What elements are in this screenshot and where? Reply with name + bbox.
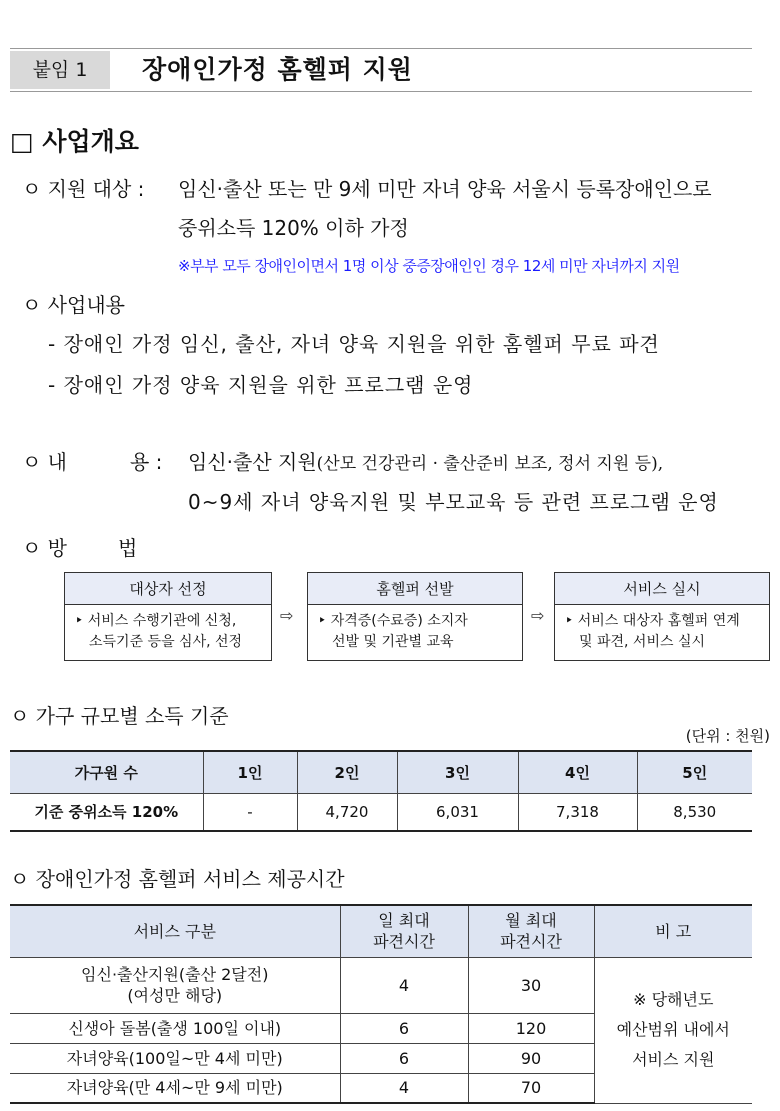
target-line-2: 중위소득 120% 이하 가정 [178, 216, 409, 240]
table-header-cell: 서비스 구분 [10, 905, 340, 957]
flow-step-body-line: ‣ 자격증(수료증) 소지자 [318, 613, 468, 629]
table-header-cell: 5인 [637, 751, 752, 793]
table-cell: 7,318 [518, 793, 637, 831]
method-label: ㅇ 방 [22, 536, 67, 560]
header-line: 파견시간 [373, 932, 435, 952]
table-header-cell: 1인 [203, 751, 297, 793]
table-header-cell [340, 905, 468, 957]
table-cell: 8,530 [637, 793, 752, 831]
table-header-cell: 3인 [397, 751, 518, 793]
table-cell: 70 [468, 1073, 594, 1103]
flow-step-title: 대상자 선정 [65, 573, 271, 605]
table-cell: 자녀양육(100일~만 4세 미만) [10, 1043, 340, 1073]
remark-line: 예산범위 내에서 [616, 1020, 730, 1039]
table-header-cell: 가구원 수 [10, 751, 203, 793]
table-header-row [10, 751, 752, 793]
flow-step-body [555, 605, 769, 653]
table-header-row [10, 905, 752, 957]
table-cell: 4 [340, 1073, 468, 1103]
table-header-cell: 4인 [518, 751, 637, 793]
content-label: ㅇ 사업내용 [22, 293, 125, 317]
income-heading: ㅇ 가구 규모별 소득 기준 [10, 704, 229, 728]
detail-paren: (산모 건강관리 · 출산준비 보조, 정서 지원 등), [316, 454, 664, 474]
table-row [10, 957, 752, 1013]
flow-step-title: 홈헬퍼 선발 [308, 573, 522, 605]
service-heading: ㅇ 장애인가정 홈헬퍼 서비스 제공시간 [10, 867, 345, 891]
table-cell: 6,031 [397, 793, 518, 831]
flow-step-body [308, 605, 522, 653]
detail-label-2: 용 : [130, 450, 163, 474]
header-line: 파견시간 [500, 932, 562, 952]
income-table [10, 750, 752, 832]
service-table [10, 904, 752, 1104]
content-item-2: - 장애인 가정 양육 지원을 위한 프로그램 운영 [48, 373, 474, 397]
target-note: ※부부 모두 장애인이면서 1명 이상 중증장애인인 경우 12세 미만 자녀까지 지원 [178, 257, 680, 275]
detail-line-2: 0~9세 자녀 양육지원 및 부모교육 등 관련 프로그램 운영 [188, 490, 719, 514]
table-cell: 120 [468, 1013, 594, 1043]
table-cell: 4 [340, 957, 468, 1013]
flow-step-body-line: 소득기준 등을 심사, 선정 [89, 634, 243, 650]
overview-heading: □ 사업개요 [10, 127, 139, 156]
cell-line: (여성만 해당) [127, 986, 223, 1005]
document-header [10, 48, 752, 92]
target-label: ㅇ 지원 대상 : [22, 177, 145, 201]
cell-line: 임신·출산지원(출산 2달전) [81, 965, 269, 984]
table-cell: 자녀양육(만 4세~만 9세 미만) [10, 1073, 340, 1103]
table-row [10, 793, 752, 831]
table-cell: 신생아 돌봄(출생 100일 이내) [10, 1013, 340, 1043]
method-label-2: 법 [118, 536, 138, 560]
table-header-cell: 비 고 [594, 905, 752, 957]
table-cell: 6 [340, 1013, 468, 1043]
flow-step-recruit [307, 572, 523, 661]
flow-arrow-icon: ⇨ [280, 606, 294, 625]
detail-label: ㅇ 내 [22, 450, 67, 474]
flow-step-body-line: ‣ 서비스 수행기관에 신청, [75, 613, 237, 629]
flow-step-body-line: ‣ 서비스 대상자 홈헬퍼 연계 [565, 613, 740, 629]
attachment-tag: 붙임 1 [10, 51, 110, 89]
table-cell: 4,720 [297, 793, 397, 831]
remark-line: ※ 당해년도 [633, 990, 714, 1009]
remark-cell [594, 957, 752, 1103]
page-title: 장애인가정 홈헬퍼 지원 [142, 55, 413, 84]
detail-line-1 [188, 446, 663, 475]
flow-step-body [65, 605, 271, 653]
table-cell: 6 [340, 1043, 468, 1073]
header-line: 일 최대 [378, 911, 430, 931]
flow-step-title: 서비스 실시 [555, 573, 769, 605]
table-header-cell [468, 905, 594, 957]
header-bottom-rule [10, 91, 752, 92]
income-unit: (단위 : 천원) [685, 727, 770, 745]
table-cell: 30 [468, 957, 594, 1013]
header-line: 월 최대 [505, 911, 557, 931]
table-header-cell: 2인 [297, 751, 397, 793]
target-line-1: 임신·출산 또는 만 9세 미만 자녀 양육 서울시 등록장애인으로 [178, 177, 712, 201]
flow-step-body-line: 및 파견, 서비스 실시 [579, 634, 705, 650]
table-row-label: 기준 중위소득 120% [10, 793, 203, 831]
content-item-1: - 장애인 가정 임신, 출산, 자녀 양육 지원을 위한 홈헬퍼 무료 파견 [48, 332, 660, 356]
table-cell: - [203, 793, 297, 831]
flow-arrow-icon: ⇨ [531, 606, 545, 625]
flow-step-service [554, 572, 770, 661]
flow-step-body-line: 선발 및 기관별 교육 [332, 634, 454, 650]
flow-step-selection [64, 572, 272, 661]
table-cell: 90 [468, 1043, 594, 1073]
remark-line: 서비스 지원 [632, 1050, 715, 1069]
table-cell [10, 957, 340, 1013]
detail-main: 임신·출산 지원 [188, 450, 317, 474]
